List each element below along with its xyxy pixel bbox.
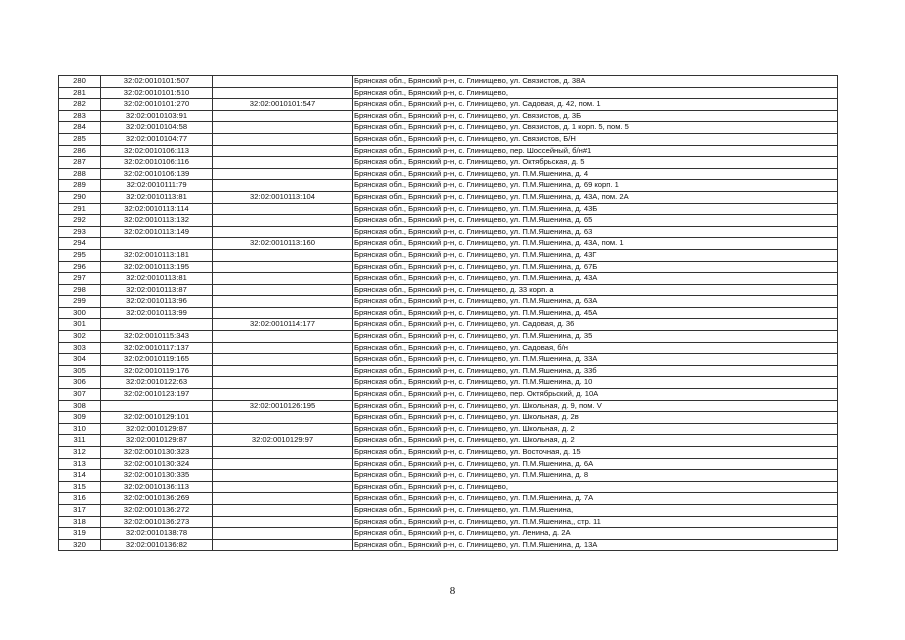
secondary-cadastral-cell	[213, 504, 353, 516]
row-number-cell: 320	[59, 539, 101, 551]
row-number-cell: 296	[59, 261, 101, 273]
row-number-cell: 311	[59, 435, 101, 447]
address-cell: Брянская обл., Брянский р-н, с. Глинищево, ул. П.М.Яшенина, д. 35	[353, 331, 838, 343]
table-row	[59, 458, 838, 470]
secondary-cadastral-cell: 32:02:0010113:104	[213, 191, 353, 203]
row-number-cell: 302	[59, 331, 101, 343]
row-number-cell: 319	[59, 528, 101, 540]
address-cell: Брянская обл., Брянский р-н, с. Глинищево, ул. Школьная, д. 2в	[353, 412, 838, 424]
cadastral-number-cell: 32:02:0010130:324	[101, 458, 213, 470]
secondary-cadastral-cell	[213, 528, 353, 540]
table-row	[59, 331, 838, 343]
cadastral-number-cell: 32:02:0010113:195	[101, 261, 213, 273]
row-number-cell: 318	[59, 516, 101, 528]
row-number-cell: 294	[59, 238, 101, 250]
table-row	[59, 400, 838, 412]
cadastral-number-cell: 32:02:0010136:113	[101, 481, 213, 493]
cadastral-number-cell: 32:02:0010104:77	[101, 133, 213, 145]
row-number-cell: 281	[59, 87, 101, 99]
table-row	[59, 493, 838, 505]
cadastral-number-cell: 32:02:0010136:82	[101, 539, 213, 551]
secondary-cadastral-cell: 32:02:0010114:177	[213, 319, 353, 331]
row-number-cell: 300	[59, 307, 101, 319]
cadastral-number-cell: 32:02:0010106:116	[101, 157, 213, 169]
secondary-cadastral-cell	[213, 296, 353, 308]
secondary-cadastral-cell	[213, 389, 353, 401]
cadastral-number-cell: 32:02:0010113:149	[101, 226, 213, 238]
table-row	[59, 504, 838, 516]
address-cell: Брянская обл., Брянский р-н, с. Глинищево, ул. П.М.Яшенина,, стр. 11	[353, 516, 838, 528]
secondary-cadastral-cell	[213, 354, 353, 366]
secondary-cadastral-cell	[213, 87, 353, 99]
table-row	[59, 470, 838, 482]
address-cell: Брянская обл., Брянский р-н, с. Глинищево, ул. П.М.Яшенина, д. 13А	[353, 539, 838, 551]
row-number-cell: 304	[59, 354, 101, 366]
secondary-cadastral-cell	[213, 180, 353, 192]
address-cell: Брянская обл., Брянский р-н, с. Глинищево, ул. Связистов, д. 1 корп. 5, пом. 5	[353, 122, 838, 134]
row-number-cell: 313	[59, 458, 101, 470]
table-row	[59, 307, 838, 319]
address-cell: Брянская обл., Брянский р-н, с. Глинищево, ул. П.М.Яшенина, д. 33б	[353, 365, 838, 377]
cadastral-number-cell: 32:02:0010106:139	[101, 168, 213, 180]
cadastral-number-cell: 32:02:0010104:58	[101, 122, 213, 134]
table-row	[59, 539, 838, 551]
secondary-cadastral-cell	[213, 470, 353, 482]
secondary-cadastral-cell	[213, 516, 353, 528]
address-cell: Брянская обл., Брянский р-н, с. Глинищево, ул. Школьная, д. 9, пом. V	[353, 400, 838, 412]
cadastral-number-cell: 32:02:0010138:78	[101, 528, 213, 540]
address-cell: Брянская обл., Брянский р-н, с. Глинищево, ул. П.М.Яшенина, д. 8	[353, 470, 838, 482]
secondary-cadastral-cell	[213, 307, 353, 319]
secondary-cadastral-cell	[213, 365, 353, 377]
cadastral-number-cell: 32:02:0010129:101	[101, 412, 213, 424]
table-row	[59, 423, 838, 435]
cadastral-number-cell: 32:02:0010115:343	[101, 331, 213, 343]
table-row	[59, 284, 838, 296]
table-row	[59, 389, 838, 401]
cadastral-number-cell: 32:02:0010113:114	[101, 203, 213, 215]
property-table	[58, 75, 838, 551]
address-cell: Брянская обл., Брянский р-н, с. Глинищево, ул. П.М.Яшенина, д. 63	[353, 226, 838, 238]
table-row	[59, 226, 838, 238]
address-cell: Брянская обл., Брянский р-н, с. Глинищево, д. 33 корп. а	[353, 284, 838, 296]
row-number-cell: 307	[59, 389, 101, 401]
row-number-cell: 289	[59, 180, 101, 192]
address-cell: Брянская обл., Брянский р-н, с. Глинищево, ул. П.М.Яшенина, д. 67Б	[353, 261, 838, 273]
address-cell: Брянская обл., Брянский р-н, с. Глинищево,	[353, 87, 838, 99]
cadastral-number-cell: 32:02:0010113:96	[101, 296, 213, 308]
row-number-cell: 290	[59, 191, 101, 203]
address-cell: Брянская обл., Брянский р-н, с. Глинищево, ул. Связистов, д. 38А	[353, 76, 838, 88]
table-row	[59, 249, 838, 261]
table-row	[59, 273, 838, 285]
page-number: 8	[449, 585, 456, 597]
secondary-cadastral-cell	[213, 539, 353, 551]
table-row	[59, 365, 838, 377]
cadastral-number-cell: 32:02:0010129:87	[101, 423, 213, 435]
secondary-cadastral-cell	[213, 481, 353, 493]
row-number-cell: 287	[59, 157, 101, 169]
address-cell: Брянская обл., Брянский р-н, с. Глинищево, ул. Восточная, д. 15	[353, 447, 838, 459]
row-number-cell: 293	[59, 226, 101, 238]
row-number-cell: 291	[59, 203, 101, 215]
secondary-cadastral-cell	[213, 226, 353, 238]
table-row	[59, 168, 838, 180]
row-number-cell: 315	[59, 481, 101, 493]
row-number-cell: 308	[59, 400, 101, 412]
row-number-cell: 298	[59, 284, 101, 296]
secondary-cadastral-cell	[213, 168, 353, 180]
secondary-cadastral-cell	[213, 284, 353, 296]
secondary-cadastral-cell	[213, 447, 353, 459]
cadastral-number-cell	[101, 238, 213, 250]
cadastral-number-cell: 32:02:0010129:87	[101, 435, 213, 447]
row-number-cell: 286	[59, 145, 101, 157]
secondary-cadastral-cell	[213, 122, 353, 134]
secondary-cadastral-cell: 32:02:0010129:97	[213, 435, 353, 447]
secondary-cadastral-cell	[213, 110, 353, 122]
address-cell: Брянская обл., Брянский р-н, с. Глинищево, ул. Связистов, Б/Н	[353, 133, 838, 145]
row-number-cell: 288	[59, 168, 101, 180]
secondary-cadastral-cell	[213, 133, 353, 145]
address-cell: Брянская обл., Брянский р-н, с. Глинищево, ул. П.М.Яшенина, д. 33А	[353, 354, 838, 366]
secondary-cadastral-cell	[213, 458, 353, 470]
secondary-cadastral-cell: 32:02:0010126:195	[213, 400, 353, 412]
cadastral-number-cell: 32:02:0010106:113	[101, 145, 213, 157]
address-cell: Брянская обл., Брянский р-н, с. Глинищево, ул. П.М.Яшенина, д. 43А, пом. 2А	[353, 191, 838, 203]
cadastral-number-cell: 32:02:0010122:63	[101, 377, 213, 389]
table-row	[59, 122, 838, 134]
cadastral-number-cell: 32:02:0010136:272	[101, 504, 213, 516]
row-number-cell: 310	[59, 423, 101, 435]
table-row	[59, 133, 838, 145]
row-number-cell: 306	[59, 377, 101, 389]
cadastral-number-cell: 32:02:0010101:270	[101, 99, 213, 111]
table-row	[59, 203, 838, 215]
secondary-cadastral-cell: 32:02:0010101:547	[213, 99, 353, 111]
cadastral-number-cell: 32:02:0010117:137	[101, 342, 213, 354]
table-row	[59, 191, 838, 203]
table-row	[59, 481, 838, 493]
secondary-cadastral-cell	[213, 203, 353, 215]
row-number-cell: 305	[59, 365, 101, 377]
address-cell: Брянская обл., Брянский р-н, с. Глинищево, ул. П.М.Яшенина, д. 65	[353, 215, 838, 227]
address-cell: Брянская обл., Брянский р-н, с. Глинищево, ул. Связистов, д. 3Б	[353, 110, 838, 122]
address-cell: Брянская обл., Брянский р-н, с. Глинищево, ул. П.М.Яшенина, д. 43Г	[353, 249, 838, 261]
secondary-cadastral-cell	[213, 377, 353, 389]
address-cell: Брянская обл., Брянский р-н, с. Глинищево, ул. П.М.Яшенина, д. 63А	[353, 296, 838, 308]
table-row	[59, 528, 838, 540]
row-number-cell: 314	[59, 470, 101, 482]
cadastral-number-cell: 32:02:0010113:87	[101, 284, 213, 296]
address-cell: Брянская обл., Брянский р-н, с. Глинищево, пер. Октябрьский, д. 10А	[353, 389, 838, 401]
table-row	[59, 99, 838, 111]
table-row	[59, 180, 838, 192]
row-number-cell: 316	[59, 493, 101, 505]
cadastral-number-cell: 32:02:0010103:91	[101, 110, 213, 122]
cadastral-number-cell: 32:02:0010113:99	[101, 307, 213, 319]
table-row	[59, 157, 838, 169]
secondary-cadastral-cell	[213, 76, 353, 88]
address-cell: Брянская обл., Брянский р-н, с. Глинищево, ул. П.М.Яшенина, д. 45А	[353, 307, 838, 319]
table-row	[59, 261, 838, 273]
row-number-cell: 292	[59, 215, 101, 227]
address-cell: Брянская обл., Брянский р-н, с. Глинищево, ул. П.М.Яшенина, д. 6А	[353, 458, 838, 470]
address-cell: Брянская обл., Брянский р-н, с. Глинищево, пер. Шоссейный, б/н#1	[353, 145, 838, 157]
address-cell: Брянская обл., Брянский р-н, с. Глинищево,	[353, 481, 838, 493]
secondary-cadastral-cell: 32:02:0010113:160	[213, 238, 353, 250]
row-number-cell: 309	[59, 412, 101, 424]
cadastral-number-cell: 32:02:0010123:197	[101, 389, 213, 401]
table-row	[59, 145, 838, 157]
table-row	[59, 435, 838, 447]
row-number-cell: 297	[59, 273, 101, 285]
address-cell: Брянская обл., Брянский р-н, с. Глинищево, ул. Садовая, д. 42, пом. 1	[353, 99, 838, 111]
address-cell: Брянская обл., Брянский р-н, с. Глинищево, ул. П.М.Яшенина, д. 4	[353, 168, 838, 180]
address-cell: Брянская обл., Брянский р-н, с. Глинищево, ул. П.М.Яшенина, д. 10	[353, 377, 838, 389]
address-cell: Брянская обл., Брянский р-н, с. Глинищево, ул. Школьная, д. 2	[353, 423, 838, 435]
row-number-cell: 301	[59, 319, 101, 331]
address-cell: Брянская обл., Брянский р-н, с. Глинищево, ул. Садовая, б/н	[353, 342, 838, 354]
row-number-cell: 299	[59, 296, 101, 308]
row-number-cell: 295	[59, 249, 101, 261]
cadastral-number-cell: 32:02:0010101:507	[101, 76, 213, 88]
address-cell: Брянская обл., Брянский р-н, с. Глинищево, ул. П.М.Яшенина, д. 7А	[353, 493, 838, 505]
table-row	[59, 87, 838, 99]
secondary-cadastral-cell	[213, 249, 353, 261]
row-number-cell: 282	[59, 99, 101, 111]
table-row	[59, 447, 838, 459]
secondary-cadastral-cell	[213, 145, 353, 157]
table-row	[59, 516, 838, 528]
table-row	[59, 110, 838, 122]
cadastral-number-cell: 32:02:0010101:510	[101, 87, 213, 99]
address-cell: Брянская обл., Брянский р-н, с. Глинищево, ул. П.М.Яшенина,	[353, 504, 838, 516]
table-row	[59, 377, 838, 389]
table-body	[59, 76, 838, 551]
table-row	[59, 354, 838, 366]
row-number-cell: 283	[59, 110, 101, 122]
cadastral-number-cell: 32:02:0010113:81	[101, 191, 213, 203]
cadastral-number-cell: 32:02:0010111:79	[101, 180, 213, 192]
cadastral-number-cell: 32:02:0010136:269	[101, 493, 213, 505]
table-row	[59, 238, 838, 250]
cadastral-number-cell: 32:02:0010119:176	[101, 365, 213, 377]
secondary-cadastral-cell	[213, 261, 353, 273]
secondary-cadastral-cell	[213, 412, 353, 424]
table-row	[59, 412, 838, 424]
secondary-cadastral-cell	[213, 215, 353, 227]
secondary-cadastral-cell	[213, 331, 353, 343]
cadastral-number-cell: 32:02:0010136:273	[101, 516, 213, 528]
table-row	[59, 215, 838, 227]
secondary-cadastral-cell	[213, 342, 353, 354]
address-cell: Брянская обл., Брянский р-н, с. Глинищево, ул. Садовая, д. 36	[353, 319, 838, 331]
row-number-cell: 317	[59, 504, 101, 516]
row-number-cell: 280	[59, 76, 101, 88]
address-cell: Брянская обл., Брянский р-н, с. Глинищево, ул. П.М.Яшенина, д. 43А, пом. 1	[353, 238, 838, 250]
address-cell: Брянская обл., Брянский р-н, с. Глинищево, ул. Ленина, д. 2А	[353, 528, 838, 540]
cadastral-number-cell	[101, 400, 213, 412]
address-cell: Брянская обл., Брянский р-н, с. Глинищево, ул. Школьная, д. 2	[353, 435, 838, 447]
address-cell: Брянская обл., Брянский р-н, с. Глинищево, ул. П.М.Яшенина, д. 43А	[353, 273, 838, 285]
secondary-cadastral-cell	[213, 157, 353, 169]
row-number-cell: 284	[59, 122, 101, 134]
cadastral-number-cell: 32:02:0010130:335	[101, 470, 213, 482]
cadastral-number-cell: 32:02:0010119:165	[101, 354, 213, 366]
cadastral-number-cell: 32:02:0010130:323	[101, 447, 213, 459]
row-number-cell: 285	[59, 133, 101, 145]
table-row	[59, 342, 838, 354]
address-cell: Брянская обл., Брянский р-н, с. Глинищево, ул. П.М.Яшенина, д. 69 корп. 1	[353, 180, 838, 192]
row-number-cell: 312	[59, 447, 101, 459]
address-cell: Брянская обл., Брянский р-н, с. Глинищево, ул. Октябрьская, д. 5	[353, 157, 838, 169]
table-row	[59, 76, 838, 88]
table-row	[59, 296, 838, 308]
table-row	[59, 319, 838, 331]
cadastral-number-cell	[101, 319, 213, 331]
secondary-cadastral-cell	[213, 273, 353, 285]
cadastral-number-cell: 32:02:0010113:132	[101, 215, 213, 227]
row-number-cell: 303	[59, 342, 101, 354]
cadastral-number-cell: 32:02:0010113:181	[101, 249, 213, 261]
cadastral-number-cell: 32:02:0010113:81	[101, 273, 213, 285]
secondary-cadastral-cell	[213, 423, 353, 435]
secondary-cadastral-cell	[213, 493, 353, 505]
address-cell: Брянская обл., Брянский р-н, с. Глинищево, ул. П.М.Яшенина, д. 43Б	[353, 203, 838, 215]
